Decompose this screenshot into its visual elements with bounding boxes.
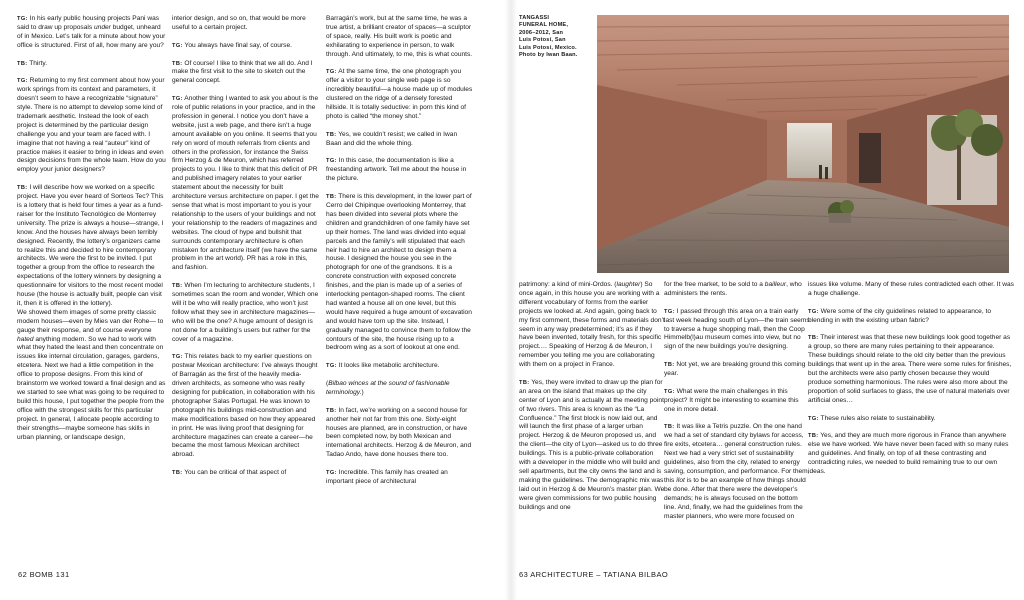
page-folio-right: 63 ARCHITECTURE – TATIANA BILBAO xyxy=(519,570,669,579)
speaker-tag: TB: xyxy=(326,131,337,138)
speaker-tag: TB: xyxy=(326,194,337,201)
speaker-tag: TB: xyxy=(664,362,675,369)
paragraph: Barragán’s work, but at the same time, he was a true artist, a brilliant creator of spaces—a sculptor of space, really. His built work is poetic and exhilarating to experience in person, to walk through. And ultimately, to me, this is what counts. xyxy=(326,15,473,58)
paragraph: TG: You always have final say, of course. xyxy=(172,41,292,49)
paragraph: patrimony: a kind of mini-Ordos. (laughter) So once again, in this house you are working with a different vocabulary of forms from the earlier projects we looked at. And again, going back to my first comment, these forms and materials don’t seem in any way predetermined; it’s as if they have been invented, totally fresh, for this specific project.… Speaking of Herzog & de Meuron, I remember you telling me you are collaborating with them on a project in France. xyxy=(519,281,665,369)
paragraph: TB: There is this development, in the lower part of Cerro del Chipinque overlooking Monterrey, that has been divided into several plots where the children and grandchildren of one family have set up their homes. The land was divided into equal parcels and the family’s will stipulated that each heir had to hire an architect to design them a house. I designed the house you see in the photograph for one of the grandsons. It is a concrete construction with exposed concrete finishes, and the plan is made up of a series of interlocking pentagon-shaped rooms. The client had wanted a house all on one level, but this would have required a huge amount of excavation and would have torn up the site. Instead, I gradually managed to convince them to follow the contours of the site, the house rising up to a bedroom wing as a sort of lookout at one end. xyxy=(326,193,472,352)
speaker-tag: TG: xyxy=(172,42,183,49)
paragraph: TG: At the same time, the one photograph you offer a visitor to your single web page is so incredibly beautiful—a house made up of modules clustered on the ridge of a densely forested hillside. It is totally seductive: in porn this kind of photo is called “the money shot.” xyxy=(326,68,473,120)
speaker-tag: TG: xyxy=(326,69,337,76)
paragraph: TB: I will describe how we worked on a specific project. Have you ever heard of Sorteos Tec? This is a lottery that is held four times a year as a fund-raiser for the Instituto Tecnológico de Monterrey university. The prize is always a house—strange, I know. And the houses have always been terribly designed. Recently, the lottery’s organizers came to realize this and decided to hire contemporary architects. We were the first to be invited. I put together a group from the office to research the expectations of the lottery winners by designing a questionnaire for visitors to the most recent model house (the house is actually built, people can visit it, then it is offered in the lottery). We showed them images of some pretty classic modern houses—even by Mies van der Rohe— to gauge their response, and of course everyone hated anything modern. So we had to work with what they hated the least and then concentrate on issues like internal circulation, garages, gardens, etcetera. Next we had a little competition in the office to propose designs. From this kind of brainstorm we worked toward a final design and as we started to see what was going to be required to build this house, I put together the people from the office with the strongest skills for this particular project. In general, I allocate people according to their strengths—maybe someone has skills in urban planning, or landscape design, xyxy=(17,184,166,441)
caption-line: Luis Potosí, San xyxy=(519,37,566,44)
paragraph: TB: In fact, we’re working on a second house for another heir not far from this one. Sixty-eight houses are planned, are in construction, or have been completed now, by both Mexican and international architects. Herzog & de Meuron, and Tadao Ando, have done houses there too. xyxy=(326,406,472,459)
speaker-tag: TG: xyxy=(17,78,28,85)
paragraph: TB: You can be critical of that aspect of xyxy=(172,469,287,477)
speaker-tag: TB: xyxy=(172,60,183,67)
paragraph: TG: It looks like metabolic architecture. xyxy=(326,362,440,370)
paragraph: TB: Thirty. xyxy=(17,59,48,67)
paragraph: TG: What were the main challenges in this project? It might be interesting to examine this one in more detail. xyxy=(664,387,799,413)
speaker-tag: TB: xyxy=(17,185,28,192)
paragraph: TB: Yes, we couldn’t resist; we called in Iwan Baan and did the whole thing. xyxy=(326,130,458,147)
speaker-tag: TG: xyxy=(326,470,337,477)
paragraph: TB: Their interest was that these new buildings look good together as a group, so there are many rules pertaining to their appearance. These buildings should relate to the old city better than the previous buildings that went up in the area. There were some rules for finishes, but the architects were also partly chosen because they would produce something harmonious. The rules were also more about the proportion of solid surfaces to glass, the use of natural materials over artificial ones… xyxy=(808,334,1012,404)
italic-text: Bilbao winces at the sound of fashionable terminology. xyxy=(326,380,450,396)
funeral-home-photo xyxy=(597,15,1009,273)
corridor-illustration xyxy=(597,15,1009,273)
paragraph: TB: Not yet, we are breaking ground this coming year. xyxy=(664,361,806,378)
paragraph: TG: Were some of the city guidelines related to appearance, to blending in with the existing urban fabric? xyxy=(808,307,991,324)
paragraph: TB: It was like a Tetris puzzle. On the one hand we had a set of standard city bylaws for access, fire exits, etcetera… general construction rules. Next we had a very strict set of sustainability guidelines, also from the city, related to energy saving, consumption, and performance. For them, this îlot is to be an example of how things should be done. After that there were the developer’s demands; he is always focused on the bottom line. And, finally, we had the guidelines from the master planners, who were more focused on xyxy=(664,423,810,520)
speaker-tag: TG: xyxy=(17,16,28,22)
speaker-tag: TG: xyxy=(808,415,819,422)
paragraph: interior design, and so on, that would be more useful to a certain project. xyxy=(172,15,306,31)
page-gutter xyxy=(505,0,517,600)
paragraph: TG: In this case, the documentation is like a freestanding artwork. Tell me about the house in the picture. xyxy=(326,157,467,183)
caption-line: 2006–2012, San xyxy=(519,29,564,36)
speaker-tag: TG: xyxy=(664,308,675,315)
text-column xyxy=(519,281,665,521)
paragraph: TG: This relates back to my earlier questions on postwar Mexican architecture: I’ve always thought of Barragán as the first of the heavily media-driven architects, as someone who was really designing for publication, in collaboration with his photographer Salas Portugal. He was known to photograph his buildings mid-construction and make modifications based on how they appeared in print. He was living proof that designing for architecture magazines can create a career—he became the most famous Mexican architect abroad. xyxy=(172,353,318,459)
speaker-tag: TG: xyxy=(808,308,819,315)
paragraph: TG: These rules also relate to sustainability. xyxy=(808,414,936,422)
paragraph: TG: Returning to my first comment about how your work springs from its context and parameters, it doesn’t seem to have a recognizable “signature” style. There is no attempt to develop some kind of trademark aesthetic. Instead the look of each project is determined by the particular design challenge you and your team are faced with. I imagine that not having a real “auteur” kind of practice makes it easier to bring in ideas and even design decisions from the whole team. How do you employ your junior designers? xyxy=(17,77,166,174)
photo-caption xyxy=(519,15,589,59)
paragraph: issues like volume. Many of these rules contradicted each other. It was a huge challenge. xyxy=(808,281,1014,297)
speaker-tag: TG: xyxy=(664,388,675,395)
caption-line: Luis Potosí, Mexico. xyxy=(519,44,577,51)
italic-text: hated xyxy=(17,335,34,343)
speaker-tag: TB: xyxy=(808,433,819,440)
caption-line: TANGASSI xyxy=(519,15,550,21)
speaker-tag: TB: xyxy=(17,60,28,67)
text-column xyxy=(808,281,1014,486)
caption-line: FUNERAL HOME, xyxy=(519,22,569,29)
page-folio-left: 62 BOMB 131 xyxy=(18,570,70,579)
paragraph: for the free market, to be sold to a bailleur, who administers the rents. xyxy=(664,281,802,297)
paragraph: TB: Of course! I like to think that we all do. And I make the first visit to the site to sketch out the general concept. xyxy=(172,59,313,85)
italic-text: under xyxy=(93,23,111,31)
paragraph: TG: Another thing I wanted to ask you about is the role of public relations in your practice, and in the profession in general. I notice you don’t have a website, just a web page, and there isn’t a huge amount available on you online. It seems that you rely on word of mouth referrals from clients and others in the profession, for instance the Swiss firm Herzog & de Meuron, which has referred projects to you. I like to think that this deficit of PR and published imagery relates to your earlier statement about the necessity for built architecture versus architecture on paper. I get the sense that what is most important to you is your relationship to the users of your buildings and not your relationship to the readers of magazines and websites. The cloud of hype and bullshit that surrounds contemporary architecture is often mistaken for architecture itself (we have the same problem in the art world). PR has a role in this, and fashion. xyxy=(172,95,319,272)
paragraph: (Bilbao winces at the sound of fashionable terminology.) xyxy=(326,380,450,396)
paragraph: TB: Yes, and they are much more rigorous in France than anywhere else we have worked. We have never been faced with so many rules and guidelines. And finally, on top of all these contrasting and contradicting rules, we needed to build remaining true to our own ideas. xyxy=(808,432,1009,475)
speaker-tag: TG: xyxy=(172,96,183,103)
text-column xyxy=(17,15,167,451)
speaker-tag: TB: xyxy=(808,335,819,342)
text-column xyxy=(172,15,319,487)
caption-line: Photo by Iwan Baan. xyxy=(519,52,578,59)
speaker-tag: TB: xyxy=(172,470,183,477)
text-column xyxy=(664,281,810,530)
speaker-tag: TB: xyxy=(664,424,675,431)
speaker-tag: TG: xyxy=(172,354,183,361)
paragraph: TG: I passed through this area on a train early last week heading south of Lyon—the train seems to traverse a huge shopping mall, then the Coop Himmelb(l)au museum comes into view, but no sign of the new buildings you’re designing. xyxy=(664,307,810,351)
speaker-tag: TB: xyxy=(519,379,530,386)
paragraph: TG: Incredible. This family has created an important piece of architectural xyxy=(326,469,448,485)
text-column xyxy=(326,15,474,496)
speaker-tag: TB: xyxy=(326,407,337,414)
speaker-tag: TB: xyxy=(172,283,183,290)
speaker-tag: TG: xyxy=(326,158,337,165)
italic-text: bailleur xyxy=(764,281,787,288)
italic-text: îlot xyxy=(676,476,685,484)
paragraph: TB: Yes, they were invited to draw up the plan for an area on the island that makes up the city center of Lyon and is actually at the meeting point of two rivers. This area is known as the “La Confluence.” The first block is now laid out, and will launch the first phase of a larger urban project. Herzog & de Meuron proposed us, and the client—the city of Lyon—asked us to do three buildings. This is a public-private collaboration with a developer in the middle who will build and sell apartments, but the city owns the land and is making the guidelines. The demographic mix was laid out in Herzog & de Meuron’s master plan. We were given commissions for two public housing buildings and one xyxy=(519,378,665,511)
speaker-tag: TG: xyxy=(326,363,337,370)
paragraph: TB: When I’m lecturing to architecture students, I sometimes scan the room and wonder, Which one will it be who will really practice, who won’t just follow what they see in architecture magazines—who will be the one? A huge amount of design is not done for a building’s users but rather for the cover of a magazine. xyxy=(172,282,319,343)
italic-text: laughter xyxy=(616,281,641,288)
paragraph: TG: In his early public housing projects Pani was said to draw up proposals under budget, unheard of in Mexico. Let’s talk for a minute about how your office is structured. First of all, how many are you? xyxy=(17,15,166,49)
